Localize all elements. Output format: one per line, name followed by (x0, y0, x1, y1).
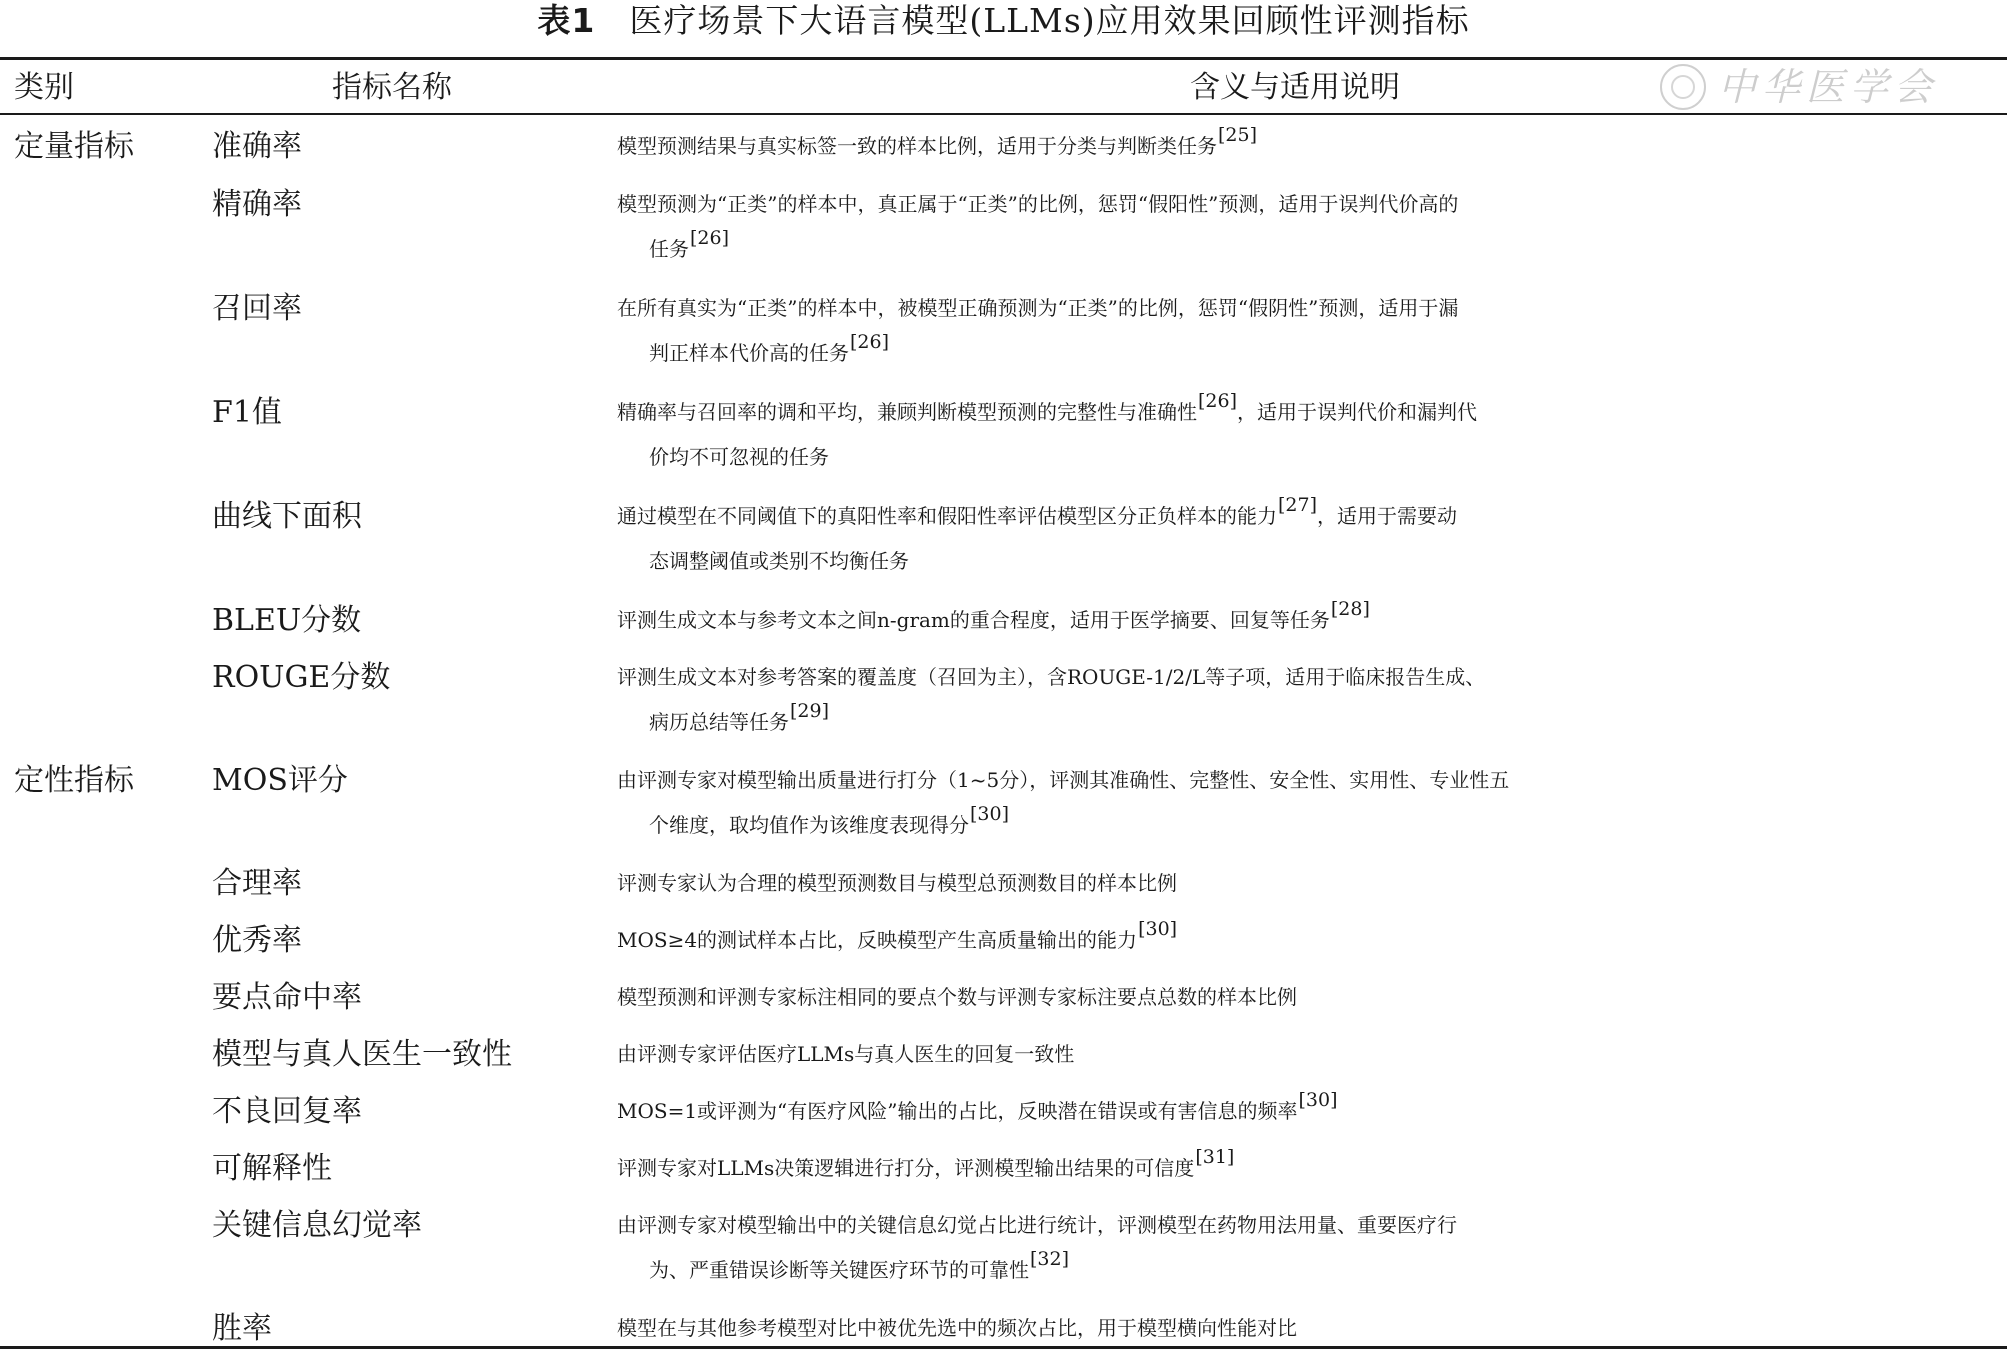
reference-marker: [30] (970, 803, 1010, 825)
row-description (617, 758, 1997, 848)
reference-marker: [26] (850, 331, 890, 353)
description-line: 评测专家对LLMs决策逻辑进行打分，评测模型输出结果的可信度[31] (617, 1146, 1235, 1180)
reference-marker: [27] (1278, 494, 1318, 516)
description-line: 评测生成文本与参考文本之间n-gram的重合程度，适用于医学摘要、回复等任务[28] (617, 598, 1370, 632)
row-indicator-name: 模型与真人医生一致性 (212, 1037, 512, 1072)
description-line: 通过模型在不同阈值下的真阳性率和假阳性率评估模型区分正负样本的能力[27]，适用于需要动 (617, 494, 1458, 528)
row-indicator-name: ROUGE分数 (212, 660, 391, 695)
description-line: 在所有真实为“正类”的样本中，被模型正确预测为“正类”的比例，惩罚“假阴性”预测，适用于漏 (617, 296, 1459, 320)
reference-marker: [26] (1198, 390, 1238, 412)
row-description (617, 182, 1997, 272)
row-indicator-name: 不良回复率 (212, 1094, 362, 1129)
row-description (617, 1306, 1997, 1351)
description-line: MOS=1或评测为“有医疗风险”输出的占比，反映潜在错误或有害信息的频率[30] (617, 1089, 1338, 1123)
description-line: 模型预测和评测专家标注相同的要点个数与评测专家标注要点总数的样本比例 (617, 985, 1297, 1009)
row-description (617, 1146, 1997, 1191)
row-indicator-name: 合理率 (212, 866, 302, 901)
table-title: 医疗场景下大语言模型(LLMs)应用效果回顾性评测指标 (629, 1, 1470, 40)
row-indicator-name: 关键信息幻觉率 (212, 1208, 422, 1243)
row-description (617, 1032, 1997, 1077)
watermark-logo (1660, 60, 1950, 114)
seal-icon (1660, 64, 1706, 110)
description-line: 评测专家认为合理的模型预测数目与模型总预测数目的样本比例 (617, 871, 1177, 895)
row-indicator-name: 准确率 (212, 129, 302, 164)
reference-marker: [31] (1195, 1146, 1235, 1168)
reference-marker: [26] (690, 227, 730, 249)
row-description (617, 598, 1997, 643)
row-indicator-name: 要点命中率 (212, 980, 362, 1015)
row-description (617, 861, 1997, 906)
description-line: 由评测专家对模型输出中的关键信息幻觉占比进行统计，评测模型在药物用法用量、重要医疗行 (617, 1213, 1457, 1237)
row-indicator-name: 曲线下面积 (212, 499, 362, 534)
row-description (617, 494, 1997, 584)
row-description (617, 655, 1997, 745)
row-category: 定性指标 (14, 763, 134, 798)
description-line-continued: 判正样本代价高的任务[26] (649, 331, 890, 365)
bottom-rule (0, 1346, 2007, 1349)
description-line: 模型预测为“正类”的样本中，真正属于“正类”的比例，惩罚“假阳性”预测，适用于误判代价高的 (617, 192, 1459, 216)
watermark-text: 中华医学会 (1718, 65, 1939, 109)
row-indicator-name: 可解释性 (212, 1151, 332, 1186)
row-description (617, 390, 1997, 480)
description-line-continued: 为、严重错误诊断等关键医疗环节的可靠性[32] (649, 1248, 1070, 1282)
row-description (617, 918, 1997, 963)
row-category: 定量指标 (14, 129, 134, 164)
row-description (617, 286, 1997, 376)
description-line: 由评测专家对模型输出质量进行打分（1~5分），评测其准确性、完整性、安全性、实用性、专业性五 (617, 768, 1510, 792)
description-line: MOS≥4的测试样本占比，反映模型产生高质量输出的能力[30] (617, 918, 1178, 952)
description-line-continued: 任务[26] (649, 227, 730, 261)
description-line: 由评测专家评估医疗LLMs与真人医生的回复一致性 (617, 1042, 1075, 1066)
row-description (617, 1203, 1997, 1293)
header-rule (0, 113, 2007, 115)
reference-marker: [28] (1330, 598, 1370, 620)
reference-marker: [25] (1218, 124, 1258, 146)
description-line-continued: 价均不可忽视的任务 (649, 445, 829, 469)
row-indicator-name: F1值 (212, 395, 282, 430)
description-line: 模型预测结果与真实标签一致的样本比例，适用于分类与判断类任务[25] (617, 124, 1258, 158)
row-indicator-name: 精确率 (212, 187, 302, 222)
header-description: 含义与适用说明 (1190, 70, 1400, 105)
row-description (617, 1089, 1997, 1134)
table-caption (0, 0, 2007, 50)
row-indicator-name: BLEU分数 (212, 603, 362, 638)
description-line-continued: 病历总结等任务[29] (649, 700, 830, 734)
row-indicator-name: 优秀率 (212, 923, 302, 958)
row-indicator-name: MOS评分 (212, 763, 348, 798)
table-label: 表1 (537, 1, 596, 40)
row-indicator-name: 召回率 (212, 291, 302, 326)
reference-marker: [30] (1138, 918, 1178, 940)
description-line: 模型在与其他参考模型对比中被优先选中的频次占比，用于模型横向性能对比 (617, 1316, 1297, 1340)
description-line: 评测生成文本对参考答案的覆盖度（召回为主），含ROUGE-1/2/L等子项，适用于临床报告生成、 (617, 665, 1486, 689)
description-line: 精确率与召回率的调和平均，兼顾判断模型预测的完整性与准确性[26]，适用于误判代价和漏判代 (617, 390, 1478, 424)
row-description (617, 975, 1997, 1020)
reference-marker: [29] (790, 700, 830, 722)
row-description (617, 124, 1997, 169)
header-name: 指标名称 (332, 70, 452, 105)
reference-marker: [30] (1298, 1089, 1338, 1111)
header-category: 类别 (14, 70, 74, 105)
row-indicator-name: 胜率 (212, 1311, 272, 1346)
reference-marker: [32] (1030, 1248, 1070, 1270)
description-line-continued: 个维度，取均值作为该维度表现得分[30] (649, 803, 1010, 837)
description-line-continued: 态调整阈值或类别不均衡任务 (649, 549, 909, 573)
